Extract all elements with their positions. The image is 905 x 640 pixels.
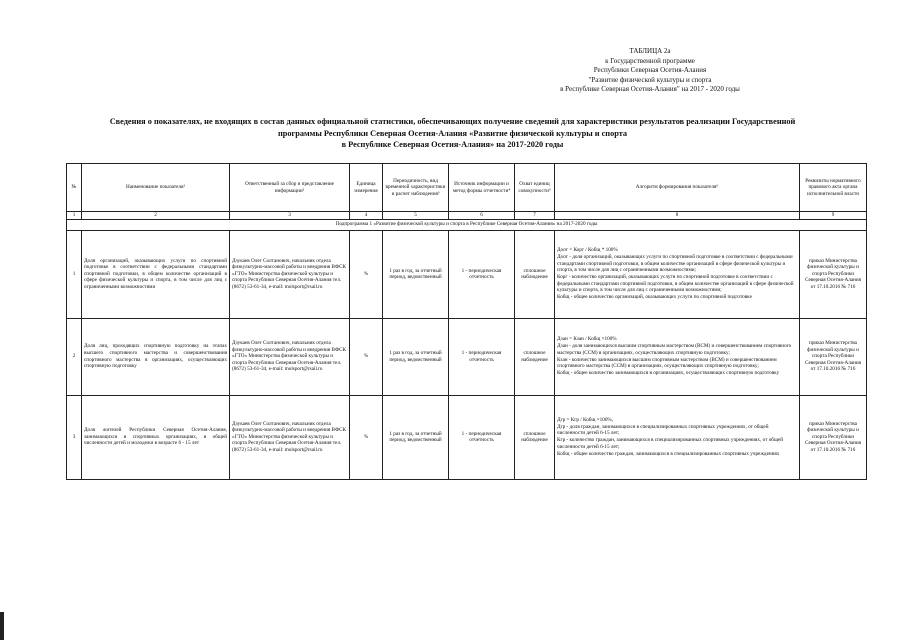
responsible-person: Дзукаев Олег Солтанович, начальник отдела физкультурно-массовой работы и внедрения ВФСК «ГТО» Министерства физической культуры и спорта Республики Северная Осетия-Алания тел. (8672) 53-61-34, e-mail: molsport@rsail.ru [230,395,350,479]
col-number: 7 [515,212,555,220]
header-line: ТАБЛИЦА 2а [629,47,671,55]
col-header-source: Источник информации и метод формы отчетности⁴ [449,164,515,212]
source-cell: 1 - периодическая отчетность [449,230,515,318]
coverage-cell: сплошное наблюдение [515,395,555,479]
indicators-table [66,163,867,480]
algorithm-formula: Дгр = Кгр / Кобщ ×100%, [557,416,614,423]
algorithm-line: Кобщ - общее количество граждан, занимающихся в специализированных спортивных учреждениях [557,450,780,457]
unit-cell: % [350,318,383,395]
indicator-name: Доля жителей Республики Северная Осетия-Алания, занимающихся в спортивных организациях, в общей численности детей и молодежи в возрасте 6 - 15 лет [82,395,230,479]
row-number: 3 [67,395,82,479]
table-row [67,230,867,318]
title-line: Сведения о показателях, не входящих в состав данных официальной статистики, обеспечивающих получение сведений для характеристики результатов реализации Государственной [109,117,796,126]
algorithm-line: Кгр - количество граждан, занимающихся в специализированных спортивных учреждениях, от общей численности детей 6-15 лет; [557,437,784,450]
indicator-name: Доля лиц, проходящих спортивную подготовку на этапах высшего спортивного мастерства и совершенствования спортивного мастерства в организациях, осуществляющих спортивную подготовку [82,318,230,395]
coverage-cell: сплошное наблюдение [515,318,555,395]
col-header-coverage: Охват единиц совокупности⁵ [515,164,555,212]
col-number: 3 [230,212,350,220]
legal-act-cell: приказ Министерства физической культуры и спорта Республики Северная Осетия-Алания от 17.10.2016 № 716 [800,395,867,479]
title-line: программы Республики Северная Осетия-Алания «Развитие физической культуры и спорта [277,128,628,138]
scan-edge-mark [0,612,4,640]
document-title [60,116,845,151]
col-number: 8 [555,212,800,220]
header-line: "Развитие физической культуры и спорта [588,75,712,84]
algorithm-line: Дгр - доля граждан, занимающихся в специализированных спортивных учреждениях, от общей численности детей 6-15 лет; [557,423,769,437]
period-cell: 1 раз в год, за отчетный период, ведомственный [383,230,449,318]
col-number: 6 [449,212,515,220]
col-header-responsible: Ответственный за сбор и представление информации² [230,164,350,212]
col-header-algorithm: Алгоритм формирования показателя⁶ [555,164,800,212]
col-header-act: Реквизиты нормативного правового акта органа исполнительной власти [800,164,867,212]
algorithm-cell [555,318,800,395]
col-number: 1 [67,212,82,220]
responsible-person: Дзукаев Олег Солтанович, начальник отдела физкультурно-массовой работы и внедрения ВФСК «ГТО» Министерства физической культуры и спорта Республики Северная Осетия-Алания тел. (8672) 53-61-34, e-mail: molsport@rsail.ru [230,318,350,395]
header-line: Республики Северная Осетия-Алания [593,66,707,75]
algorithm-formula: Доот = Корг / Кобщ * 100% [557,247,618,254]
col-number: 4 [350,212,383,220]
algorithm-line: Доот - доля организаций, оказывающих услуги по спортивной подготовке в соответствии с федеральными стандартами спортивной подготовки, в общем количестве организаций в сфере физической культуры и спорта, в том числе для лиц с ограниченными возможностями; [557,254,793,274]
col-header-number: № [67,164,82,212]
table-row [67,318,867,395]
legal-act-cell: приказ Министерства физической культуры и спорта Республики Северная Осетия-Алания от 17.10.2016 № 716 [800,230,867,318]
table-row [67,395,867,479]
row-number: 2 [67,318,82,395]
responsible-person: Дзукаев Олег Солтанович, начальник отдела физкультурно-массовой работы и внедрения ВФСК «ГТО» Министерства физической культуры и спорта Республики Северная Осетия-Алания тел. (8672) 53-61-34, e-mail: molsport@rsail.ru [230,230,350,318]
period-cell: 1 раз в год, за отчетный период, ведомственный [383,318,449,395]
document-header [520,47,780,95]
header-line: к Государственной программе [605,56,695,65]
algorithm-line: Кобщ - общее количество занимающихся в организациях, осуществляющих спортивную подготовку [557,370,780,377]
col-header-name: Наименование показателя¹ [82,164,230,212]
column-header-row [67,164,867,212]
algorithm-line: Корг - количество организаций, оказывающих услуги по спортивной подготовке в соответствии с федеральными стандартами спортивной подготовки, в общем количестве организаций в сфере физической культуры и спорта, в том числе для лиц с ограниченными возможностями; [557,274,794,294]
algorithm-cell [555,230,800,318]
unit-cell: % [350,395,383,479]
algorithm-line: Дзан - доля занимающихся высшим спортивным мастерством (ВСМ) и совершенствованием спортивного мастерства (ССМ) в организациях, осуществляющих спортивную подготовку; [557,343,792,356]
col-header-unit: Единица измерения [350,164,383,212]
algorithm-cell [555,395,800,479]
subprogram-row [67,219,867,230]
indicator-name: Доля организаций, оказывающих услуги по спортивной подготовке в соответствии с федеральными стандартами спортивной подготовки, в общем количестве организаций в сфере физической культуры и спорта, в том числе для лиц с ограниченными возможностями [82,230,230,318]
subprogram-title: Подпрограмма 1 «Развитие физической культуры и спорта в Республике Северная Осетия-Алания» на 2017-2020 годы [67,219,867,230]
period-cell: 1 раз в год, за отчетный период, ведомственный [383,395,449,479]
column-number-row [67,212,867,220]
title-line: в Республике Северная Осетия-Алания» на 2017-2020 годы [341,140,564,149]
source-cell: 1 - периодическая отчетность [449,395,515,479]
algorithm-formula: Дзан = Кзан / Кобщ ×100% [557,336,617,343]
col-number: 2 [82,212,230,220]
source-cell: 1 - периодическая отчетность [449,318,515,395]
coverage-cell: сплошное наблюдение [515,230,555,318]
row-number: 1 [67,230,82,318]
unit-cell: % [350,230,383,318]
algorithm-line: Кзан - количество занимающихся высшим спортивным мастерством (ВСМ) и совершенствованием спортивного мастерства (ССМ) в организациях, осуществляющих спортивную подготовку; [557,356,777,370]
legal-act-cell: приказ Министерства физической культуры и спорта Республики Северная Осетия-Алания от 17.10.2016 № 716 [800,318,867,395]
col-header-period: Периодичность, вид временной характеристики и расчет наблюдения³ [383,164,449,212]
col-number: 9 [800,212,867,220]
header-line: в Республике Северная Осетия-Алания" на 2017 - 2020 годы [560,85,740,94]
col-number: 5 [383,212,449,220]
algorithm-line: Кобщ - общее количество организаций, оказывающих услуги по спортивной подготовке [557,294,752,301]
